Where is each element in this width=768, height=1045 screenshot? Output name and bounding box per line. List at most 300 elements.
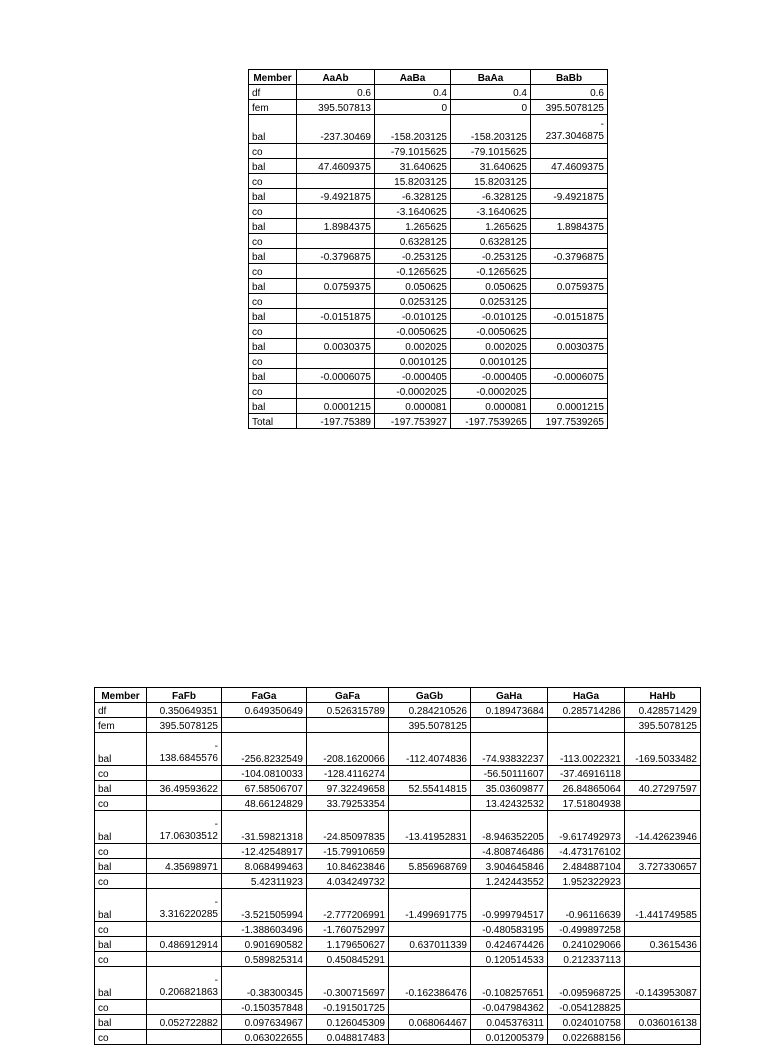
table-row <box>95 874 701 889</box>
table-cell: 0.097634967 <box>222 1015 307 1030</box>
row-label: fem <box>95 718 147 733</box>
column-header: HaHb <box>625 688 701 703</box>
row-label: co <box>249 384 297 399</box>
table-cell: 395.5078125 <box>147 718 222 733</box>
table-cell: 33.79253354 <box>307 796 389 811</box>
table-cell: -158.203125 <box>451 115 531 144</box>
table-cell: -0.0050625 <box>451 324 531 339</box>
table-cell: 0.0253125 <box>375 294 451 309</box>
table-cell: 0.024010758 <box>548 1015 625 1030</box>
row-label: df <box>249 85 297 100</box>
table-cell: -0.300715697 <box>307 967 389 1000</box>
table-cell: 0.012005379 <box>471 1030 548 1045</box>
table-row <box>249 414 608 429</box>
table-cell: 0 <box>451 100 531 115</box>
row-label: co <box>249 264 297 279</box>
table-cell: -12.42548917 <box>222 844 307 859</box>
column-header: AaBa <box>375 70 451 85</box>
row-label: co <box>95 874 147 889</box>
table-cell <box>625 922 701 937</box>
table-cell <box>548 718 625 733</box>
row-label: co <box>95 1030 147 1045</box>
table-cell: 0.350649351 <box>147 703 222 718</box>
table-cell: 0.002025 <box>451 339 531 354</box>
table-cell: 10.84623846 <box>307 859 389 874</box>
table-cell: 0.0030375 <box>531 339 608 354</box>
column-header: FaGa <box>222 688 307 703</box>
header-row <box>95 688 701 703</box>
table-cell: 0.637011339 <box>389 937 471 952</box>
table-cell: 0.212337113 <box>548 952 625 967</box>
row-label: co <box>249 294 297 309</box>
table-cell: 47.4609375 <box>297 159 375 174</box>
table-cell: 0.6 <box>297 85 375 100</box>
table-cell: 2.484887104 <box>548 859 625 874</box>
table-cell: -6.328125 <box>451 189 531 204</box>
table-cell <box>297 354 375 369</box>
table-cell: 1.8984375 <box>297 219 375 234</box>
table-cell <box>531 234 608 249</box>
table-row <box>95 1015 701 1030</box>
table-cell <box>625 952 701 967</box>
column-header: GaGb <box>389 688 471 703</box>
table-cell: -0.162386476 <box>389 967 471 1000</box>
table-cell: 0.126045309 <box>307 1015 389 1030</box>
table-cell <box>625 844 701 859</box>
table-cell: -15.79910659 <box>307 844 389 859</box>
table-cell: 5.42311923 <box>222 874 307 889</box>
table-cell <box>147 952 222 967</box>
table-cell: 47.4609375 <box>531 159 608 174</box>
table-cell: -6.328125 <box>375 189 451 204</box>
table-cell: 0.050625 <box>375 279 451 294</box>
table-cell: -112.4074836 <box>389 733 471 766</box>
header-row <box>249 70 608 85</box>
row-label: bal <box>249 309 297 324</box>
row-label: Total <box>249 414 297 429</box>
table-cell: -0.0006075 <box>531 369 608 384</box>
table-cell: -113.0022321 <box>548 733 625 766</box>
table-cell <box>389 922 471 937</box>
table-row <box>95 733 701 766</box>
table-cell: -0.095968725 <box>548 967 625 1000</box>
table-cell <box>147 922 222 937</box>
table-cell: 31.640625 <box>451 159 531 174</box>
table-cell <box>307 718 389 733</box>
table-cell: 26.84865064 <box>548 781 625 796</box>
table-cell: -37.46916118 <box>548 766 625 781</box>
table-cell: 0.6328125 <box>451 234 531 249</box>
table-row <box>249 294 608 309</box>
table-cell: -197.7539265 <box>451 414 531 429</box>
table-row <box>95 781 701 796</box>
table-row <box>95 952 701 967</box>
table-row <box>95 1030 701 1045</box>
table-cell: -24.85097835 <box>307 811 389 844</box>
table-cell: - 237.3046875 <box>531 115 608 144</box>
table-cell: -0.0151875 <box>531 309 608 324</box>
table-cell: 0.424674426 <box>471 937 548 952</box>
table-cell: 197.7539265 <box>531 414 608 429</box>
table-cell: -79.1015625 <box>451 144 531 159</box>
table-cell <box>297 204 375 219</box>
table-cell: -4.808746486 <box>471 844 548 859</box>
table-cell: -0.999794517 <box>471 889 548 922</box>
table-row <box>249 249 608 264</box>
table-cell: 395.5078125 <box>531 100 608 115</box>
row-label: bal <box>95 781 147 796</box>
table-cell <box>389 1030 471 1045</box>
table-cell <box>531 324 608 339</box>
table-cell <box>625 796 701 811</box>
table-cell <box>297 294 375 309</box>
table-cell <box>297 144 375 159</box>
table-cell: -1.441749585 <box>625 889 701 922</box>
table-cell: 0.589825314 <box>222 952 307 967</box>
table-cell: -1.760752997 <box>307 922 389 937</box>
table-cell: -104.0810033 <box>222 766 307 781</box>
table-cell: -1.499691775 <box>389 889 471 922</box>
row-label: bal <box>249 189 297 204</box>
table-cell: -0.000405 <box>375 369 451 384</box>
table-cell: -0.0151875 <box>297 309 375 324</box>
row-label: co <box>249 354 297 369</box>
table-cell: - 17.06303512 <box>147 811 222 844</box>
table-cell: 0.050625 <box>451 279 531 294</box>
table-cell: 0.048817483 <box>307 1030 389 1045</box>
table-cell: 0.0759375 <box>531 279 608 294</box>
table-cell: -9.4921875 <box>531 189 608 204</box>
row-label: bal <box>249 369 297 384</box>
column-header: BaAa <box>451 70 531 85</box>
table-cell <box>625 766 701 781</box>
table-cell: 8.068499463 <box>222 859 307 874</box>
table-cell: 4.35698971 <box>147 859 222 874</box>
table-cell: 0.649350649 <box>222 703 307 718</box>
table-cell: -9.617492973 <box>548 811 625 844</box>
table-cell <box>297 234 375 249</box>
table-cell: 15.8203125 <box>375 174 451 189</box>
row-label: co <box>249 174 297 189</box>
table-cell: 0.0030375 <box>297 339 375 354</box>
table-cell: 4.034249732 <box>307 874 389 889</box>
table-cell: -0.000405 <box>451 369 531 384</box>
table-cell: -8.946352205 <box>471 811 548 844</box>
table-cell: 0.3615436 <box>625 937 701 952</box>
table-cell <box>531 174 608 189</box>
table-row <box>95 718 701 733</box>
table-cell: 0.0001215 <box>531 399 608 414</box>
row-label: bal <box>95 859 147 874</box>
table-cell: -0.0002025 <box>451 384 531 399</box>
table-row <box>249 264 608 279</box>
table-row <box>95 796 701 811</box>
table-cell: -169.5033482 <box>625 733 701 766</box>
row-label: df <box>95 703 147 718</box>
row-label: co <box>95 1000 147 1015</box>
table-cell: -0.108257651 <box>471 967 548 1000</box>
table-1-body <box>249 70 608 429</box>
table-cell: -0.3796875 <box>531 249 608 264</box>
table-cell <box>531 384 608 399</box>
table-cell <box>297 264 375 279</box>
table-cell: 48.66124829 <box>222 796 307 811</box>
table-row <box>249 279 608 294</box>
row-label: bal <box>249 399 297 414</box>
table-cell: 40.27297597 <box>625 781 701 796</box>
table-cell: 0.189473684 <box>471 703 548 718</box>
row-label: bal <box>249 115 297 144</box>
row-label: bal <box>95 889 147 922</box>
table-cell <box>389 796 471 811</box>
table-cell: 0 <box>375 100 451 115</box>
table-cell: 97.32249658 <box>307 781 389 796</box>
table-cell: -128.4116274 <box>307 766 389 781</box>
table-cell <box>222 718 307 733</box>
table-row <box>249 219 608 234</box>
row-label: co <box>95 796 147 811</box>
table-cell: 17.51804938 <box>548 796 625 811</box>
table-cell: 3.727330657 <box>625 859 701 874</box>
table-cell: 0.0759375 <box>297 279 375 294</box>
row-label: co <box>95 844 147 859</box>
table-cell <box>389 844 471 859</box>
table-cell <box>389 874 471 889</box>
table-cell: 0.0010125 <box>451 354 531 369</box>
table-cell: -0.0002025 <box>375 384 451 399</box>
table-cell <box>625 1030 701 1045</box>
table-cell: 0.285714286 <box>548 703 625 718</box>
row-label: co <box>95 922 147 937</box>
table-row <box>249 354 608 369</box>
table-cell: 0.000081 <box>451 399 531 414</box>
table-cell: -0.1265625 <box>451 264 531 279</box>
table-row <box>249 85 608 100</box>
table-cell: -0.480583195 <box>471 922 548 937</box>
table-2-body <box>95 688 701 1045</box>
table-cell: -208.1620066 <box>307 733 389 766</box>
table-cell: 395.5078125 <box>389 718 471 733</box>
row-label: bal <box>95 811 147 844</box>
table-row <box>95 937 701 952</box>
table-cell: 0.526315789 <box>307 703 389 718</box>
table-cell: -0.191501725 <box>307 1000 389 1015</box>
row-label: bal <box>95 937 147 952</box>
table-cell <box>531 204 608 219</box>
table-row <box>249 159 608 174</box>
column-header: GaHa <box>471 688 548 703</box>
table-cell: 0.6 <box>531 85 608 100</box>
table-cell: 0.0253125 <box>451 294 531 309</box>
row-label: bal <box>249 339 297 354</box>
table-cell: 0.486912914 <box>147 937 222 952</box>
table-cell <box>147 1030 222 1045</box>
row-label: bal <box>249 279 297 294</box>
table-cell: - 3.316220285 <box>147 889 222 922</box>
table-cell <box>531 144 608 159</box>
table-row <box>95 766 701 781</box>
table-cell: -79.1015625 <box>375 144 451 159</box>
table-cell: -13.41952831 <box>389 811 471 844</box>
table-cell: -3.1640625 <box>375 204 451 219</box>
table-cell: 1.952322923 <box>548 874 625 889</box>
table-cell: 67.58506707 <box>222 781 307 796</box>
row-label: co <box>249 144 297 159</box>
table-cell <box>471 718 548 733</box>
table-row <box>95 922 701 937</box>
table-cell <box>147 844 222 859</box>
table-cell: 52.55414815 <box>389 781 471 796</box>
row-label: bal <box>95 967 147 1000</box>
table-cell <box>531 354 608 369</box>
table-cell: -0.96116639 <box>548 889 625 922</box>
table-cell: 0.4 <box>375 85 451 100</box>
table-cell: 0.428571429 <box>625 703 701 718</box>
column-header: AaAb <box>297 70 375 85</box>
table-cell: -4.473176102 <box>548 844 625 859</box>
table-cell: -0.38300345 <box>222 967 307 1000</box>
table-row <box>249 204 608 219</box>
table-cell: 3.904645846 <box>471 859 548 874</box>
table-cell <box>389 766 471 781</box>
table-cell: 1.265625 <box>375 219 451 234</box>
table-row <box>249 189 608 204</box>
table-cell <box>531 264 608 279</box>
table-cell <box>297 324 375 339</box>
row-label: co <box>249 204 297 219</box>
table-cell <box>297 384 375 399</box>
table-row <box>249 100 608 115</box>
table-row <box>95 811 701 844</box>
table-cell: 1.265625 <box>451 219 531 234</box>
row-label: bal <box>249 249 297 264</box>
table-cell: 35.03609877 <box>471 781 548 796</box>
table-cell: 0.036016138 <box>625 1015 701 1030</box>
table-cell: 5.856968769 <box>389 859 471 874</box>
row-label: bal <box>95 733 147 766</box>
table-cell: -0.054128825 <box>548 1000 625 1015</box>
table-cell: 395.5078125 <box>625 718 701 733</box>
table-cell: -56.50111607 <box>471 766 548 781</box>
table-cell <box>297 174 375 189</box>
table-cell: -0.0006075 <box>297 369 375 384</box>
table-cell <box>389 1000 471 1015</box>
row-label: co <box>95 766 147 781</box>
table-row <box>249 174 608 189</box>
table-cell: 0.0001215 <box>297 399 375 414</box>
column-header: GaFa <box>307 688 389 703</box>
table-cell: -3.1640625 <box>451 204 531 219</box>
table-cell: -0.253125 <box>451 249 531 264</box>
table-cell: 0.068064467 <box>389 1015 471 1030</box>
table-row <box>95 859 701 874</box>
table-row <box>95 889 701 922</box>
distribution-table-2 <box>94 687 701 1045</box>
table-cell: 0.901690582 <box>222 937 307 952</box>
table-row <box>95 1000 701 1015</box>
row-label: bal <box>249 159 297 174</box>
table-cell: 1.8984375 <box>531 219 608 234</box>
table-cell: -197.753927 <box>375 414 451 429</box>
table-cell <box>147 766 222 781</box>
table-cell: 0.120514533 <box>471 952 548 967</box>
table-cell: 0.045376311 <box>471 1015 548 1030</box>
table-cell: -0.010125 <box>451 309 531 324</box>
table-cell <box>147 1000 222 1015</box>
table-cell: -0.0050625 <box>375 324 451 339</box>
table-cell <box>531 294 608 309</box>
table-cell: 0.6328125 <box>375 234 451 249</box>
table-cell: -0.010125 <box>375 309 451 324</box>
table-cell: 0.241029066 <box>548 937 625 952</box>
table-cell: - 0.206821863 <box>147 967 222 1000</box>
table-cell <box>389 952 471 967</box>
table-row <box>249 144 608 159</box>
table-row <box>249 339 608 354</box>
table-cell: -0.499897258 <box>548 922 625 937</box>
table-cell: -0.143953087 <box>625 967 701 1000</box>
table-cell: 395.507813 <box>297 100 375 115</box>
table-cell: -3.521505994 <box>222 889 307 922</box>
table-row <box>249 384 608 399</box>
column-header: FaFb <box>147 688 222 703</box>
table-cell: -0.253125 <box>375 249 451 264</box>
table-cell: -0.047984362 <box>471 1000 548 1015</box>
row-label: bal <box>249 219 297 234</box>
table-cell: 0.022688156 <box>548 1030 625 1045</box>
row-label: bal <box>95 1015 147 1030</box>
table-cell: - 138.6845576 <box>147 733 222 766</box>
table-cell: 31.640625 <box>375 159 451 174</box>
table-cell: -31.59821318 <box>222 811 307 844</box>
table-cell: 0.284210526 <box>389 703 471 718</box>
table-cell: -74.93832237 <box>471 733 548 766</box>
table-cell: 0.052722882 <box>147 1015 222 1030</box>
table-cell: 0.0010125 <box>375 354 451 369</box>
table-cell: -0.3796875 <box>297 249 375 264</box>
table-cell: -2.777206991 <box>307 889 389 922</box>
column-header: BaBb <box>531 70 608 85</box>
table-row <box>249 234 608 249</box>
table-row <box>249 324 608 339</box>
table-cell: -14.42623946 <box>625 811 701 844</box>
row-label: co <box>249 324 297 339</box>
row-label: fem <box>249 100 297 115</box>
table-row <box>249 309 608 324</box>
table-row <box>95 703 701 718</box>
table-cell <box>147 796 222 811</box>
table-row <box>95 844 701 859</box>
table-cell: -256.8232549 <box>222 733 307 766</box>
table-cell: -0.150357848 <box>222 1000 307 1015</box>
table-cell: 0.063022655 <box>222 1030 307 1045</box>
distribution-table-1 <box>248 69 608 429</box>
table-cell: 0.000081 <box>375 399 451 414</box>
column-header: HaGa <box>548 688 625 703</box>
table-cell: -197.75389 <box>297 414 375 429</box>
table-row <box>95 967 701 1000</box>
row-label: co <box>95 952 147 967</box>
table-cell: 36.49593622 <box>147 781 222 796</box>
column-header: Member <box>249 70 297 85</box>
table-cell: -158.203125 <box>375 115 451 144</box>
table-cell: -0.1265625 <box>375 264 451 279</box>
column-header: Member <box>95 688 147 703</box>
table-cell: 15.8203125 <box>451 174 531 189</box>
table-row <box>249 369 608 384</box>
table-cell: 0.4 <box>451 85 531 100</box>
table-cell: 0.002025 <box>375 339 451 354</box>
